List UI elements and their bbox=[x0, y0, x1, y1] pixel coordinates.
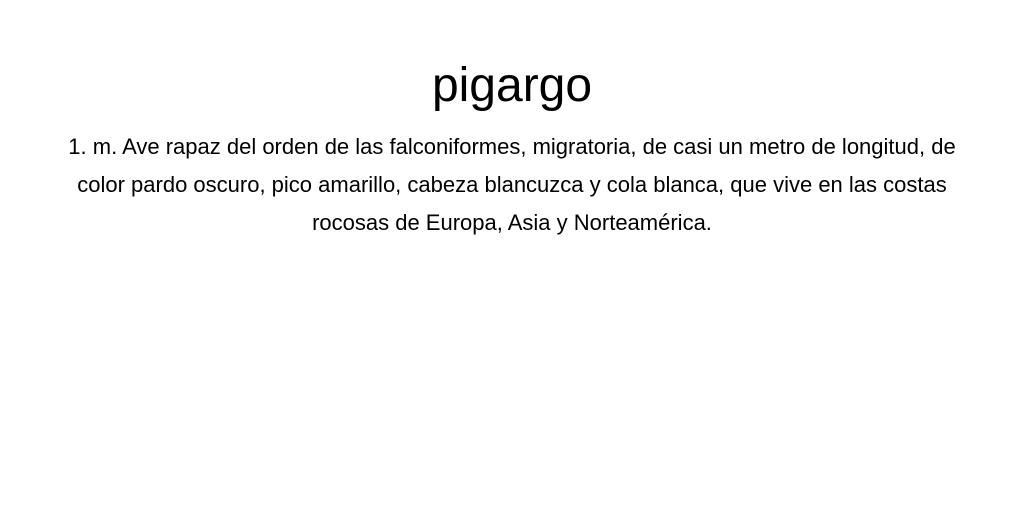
dictionary-entry bbox=[0, 0, 1024, 242]
headword: pigargo bbox=[431, 59, 593, 112]
definition-text: 1. m. Ave rapaz del orden de las falconiformes, migratoria, de casi un metro de longitud, de color pardo oscuro, pico amarillo, cabeza blancuzca y cola blanca, que vive en las costas rocosas de Europa, Asia y Norteamérica. bbox=[68, 134, 956, 235]
